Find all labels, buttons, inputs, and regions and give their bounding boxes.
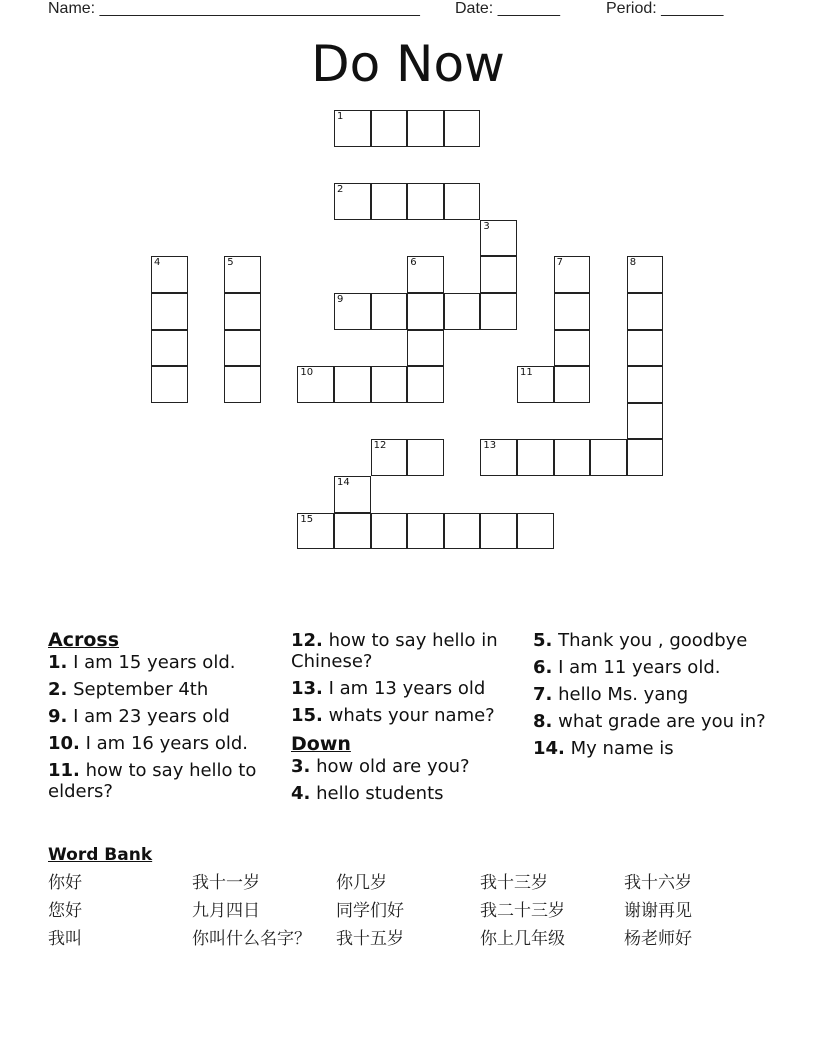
word-bank-item: 杨老师好	[624, 929, 692, 949]
crossword-cell[interactable]	[224, 293, 261, 330]
across-clue-2: 2. September 4th	[48, 679, 209, 700]
clue-number: 11	[520, 367, 533, 379]
word-bank-title: Word Bank	[48, 845, 153, 865]
down-clue-3: 3. how old are you?	[291, 756, 470, 777]
clue-column-1	[48, 628, 288, 808]
word-bank-item: 你上几年级	[480, 929, 565, 949]
crossword-cell[interactable]	[627, 366, 664, 403]
clue-number: 10	[300, 367, 314, 379]
across-clue-1: 1. I am 15 years old.	[48, 652, 236, 673]
clue-number: 3	[483, 220, 490, 232]
crossword-cell[interactable]	[151, 293, 188, 330]
crossword-cell[interactable]	[444, 293, 481, 330]
crossword-cell[interactable]	[554, 293, 591, 330]
clue-number: 2	[337, 184, 344, 196]
crossword-cell[interactable]	[554, 330, 591, 367]
clue-column-2	[291, 630, 531, 810]
crossword-cell[interactable]	[334, 366, 371, 403]
crossword-cell[interactable]	[371, 293, 408, 330]
across-clue-10: 10. I am 16 years old.	[48, 733, 248, 754]
crossword-cell[interactable]	[407, 110, 444, 147]
down-clue-14: 14. My name is	[533, 738, 674, 759]
word-bank-item: 你叫什么名字？	[192, 929, 311, 949]
across-heading: Across	[48, 629, 120, 651]
crossword-cell[interactable]	[517, 366, 554, 403]
clue-number: 1	[337, 111, 344, 122]
down-clue-7: 7. hello Ms. yang	[533, 684, 689, 705]
clue-number: 8	[629, 257, 637, 269]
down-heading: Down	[291, 733, 351, 755]
crossword-cell[interactable]	[480, 513, 517, 550]
down-clue-6: 6. I am 11 years old.	[533, 657, 721, 678]
crossword-cell[interactable]	[334, 293, 371, 330]
crossword-cell[interactable]	[407, 513, 444, 550]
crossword-cell[interactable]	[151, 366, 188, 403]
clue-number: 4	[154, 257, 161, 269]
crossword-cell[interactable]	[371, 110, 408, 147]
crossword-cell[interactable]	[407, 330, 444, 367]
crossword-cell[interactable]	[444, 110, 481, 147]
word-bank-item: 我叫	[48, 929, 82, 949]
word-bank-item: 你好	[48, 873, 82, 893]
crossword-cell[interactable]	[627, 256, 664, 293]
clue-number: 13	[483, 440, 497, 452]
crossword-cell[interactable]	[480, 256, 517, 293]
crossword-cell[interactable]	[627, 293, 664, 330]
word-bank-item: 谢谢再见	[624, 901, 692, 921]
crossword-cell[interactable]	[444, 513, 481, 550]
crossword-cell[interactable]	[627, 403, 664, 440]
crossword-cell[interactable]	[554, 439, 591, 476]
name-field-label[interactable]: Name: ____________________________________	[48, 0, 420, 17]
period-field-label[interactable]: Period: _______	[606, 0, 724, 17]
crossword-cell[interactable]	[590, 439, 627, 476]
word-bank-item: 同学们好	[336, 901, 404, 921]
date-field-label[interactable]: Date: _______	[455, 0, 560, 17]
crossword-cell[interactable]	[554, 366, 591, 403]
word-bank-item: 你几岁	[336, 873, 387, 893]
clue-number: 7	[556, 257, 563, 269]
word-bank-item: 九月四日	[192, 901, 260, 921]
word-bank-item: 我十五岁	[336, 929, 404, 949]
word-bank-item: 您好	[48, 901, 82, 921]
clue-number: 14	[337, 477, 350, 488]
crossword-cell[interactable]	[224, 256, 261, 293]
crossword-cell[interactable]	[407, 256, 444, 293]
crossword-cell[interactable]	[334, 183, 371, 220]
crossword-cell[interactable]	[334, 476, 371, 513]
crossword-cell[interactable]	[444, 183, 481, 220]
word-bank	[48, 872, 768, 950]
crossword-cell[interactable]	[517, 439, 554, 476]
crossword-cell[interactable]	[407, 293, 444, 330]
crossword-cell[interactable]	[297, 513, 334, 550]
crossword-cell[interactable]	[407, 439, 444, 476]
crossword-cell[interactable]	[151, 256, 188, 293]
clue-column-3	[533, 630, 773, 765]
across-clue-12: 12. how to say hello in Chinese?	[291, 630, 498, 672]
word-bank-item: 我十三岁	[480, 873, 548, 893]
clue-number: 5	[227, 257, 234, 269]
crossword-cell[interactable]	[480, 293, 517, 330]
crossword-cell[interactable]	[371, 513, 408, 550]
across-clue-9: 9. I am 23 years old	[48, 706, 230, 727]
crossword-cell[interactable]	[371, 183, 408, 220]
crossword-cell[interactable]	[224, 330, 261, 367]
down-clue-4: 4. hello students	[291, 783, 444, 804]
crossword-cell[interactable]	[517, 513, 554, 550]
crossword-cell[interactable]	[334, 110, 371, 147]
clue-number: 9	[337, 294, 344, 305]
word-bank-item: 我十一岁	[192, 873, 260, 893]
down-clue-8: 8. what grade are you in?	[533, 711, 766, 732]
crossword-cell[interactable]	[627, 439, 664, 476]
clue-number: 6	[410, 257, 417, 269]
clue-number: 15	[300, 513, 314, 525]
crossword-cell[interactable]	[480, 220, 517, 257]
crossword-cell[interactable]	[334, 513, 371, 550]
page-title: Do Now	[311, 35, 505, 93]
crossword-cell[interactable]	[371, 366, 408, 403]
crossword-cell[interactable]	[407, 183, 444, 220]
across-clue-15: 15. whats your name?	[291, 705, 495, 726]
across-clue-11: 11. how to say hello to elders?	[48, 760, 257, 802]
clue-number: 12	[373, 440, 387, 452]
word-bank-item: 我二十三岁	[480, 901, 565, 921]
word-bank-item: 我十六岁	[624, 873, 692, 893]
crossword-cell[interactable]	[554, 256, 591, 293]
crossword-cell[interactable]	[371, 439, 408, 476]
crossword-cell[interactable]	[224, 366, 261, 403]
crossword-cell[interactable]	[297, 366, 334, 403]
crossword-cell[interactable]	[627, 330, 664, 367]
across-clue-13: 13. I am 13 years old	[291, 678, 486, 699]
crossword-cell[interactable]	[480, 439, 517, 476]
down-clue-5: 5. Thank you , goodbye	[533, 630, 748, 651]
crossword-cell[interactable]	[407, 366, 444, 403]
crossword-cell[interactable]	[151, 330, 188, 367]
